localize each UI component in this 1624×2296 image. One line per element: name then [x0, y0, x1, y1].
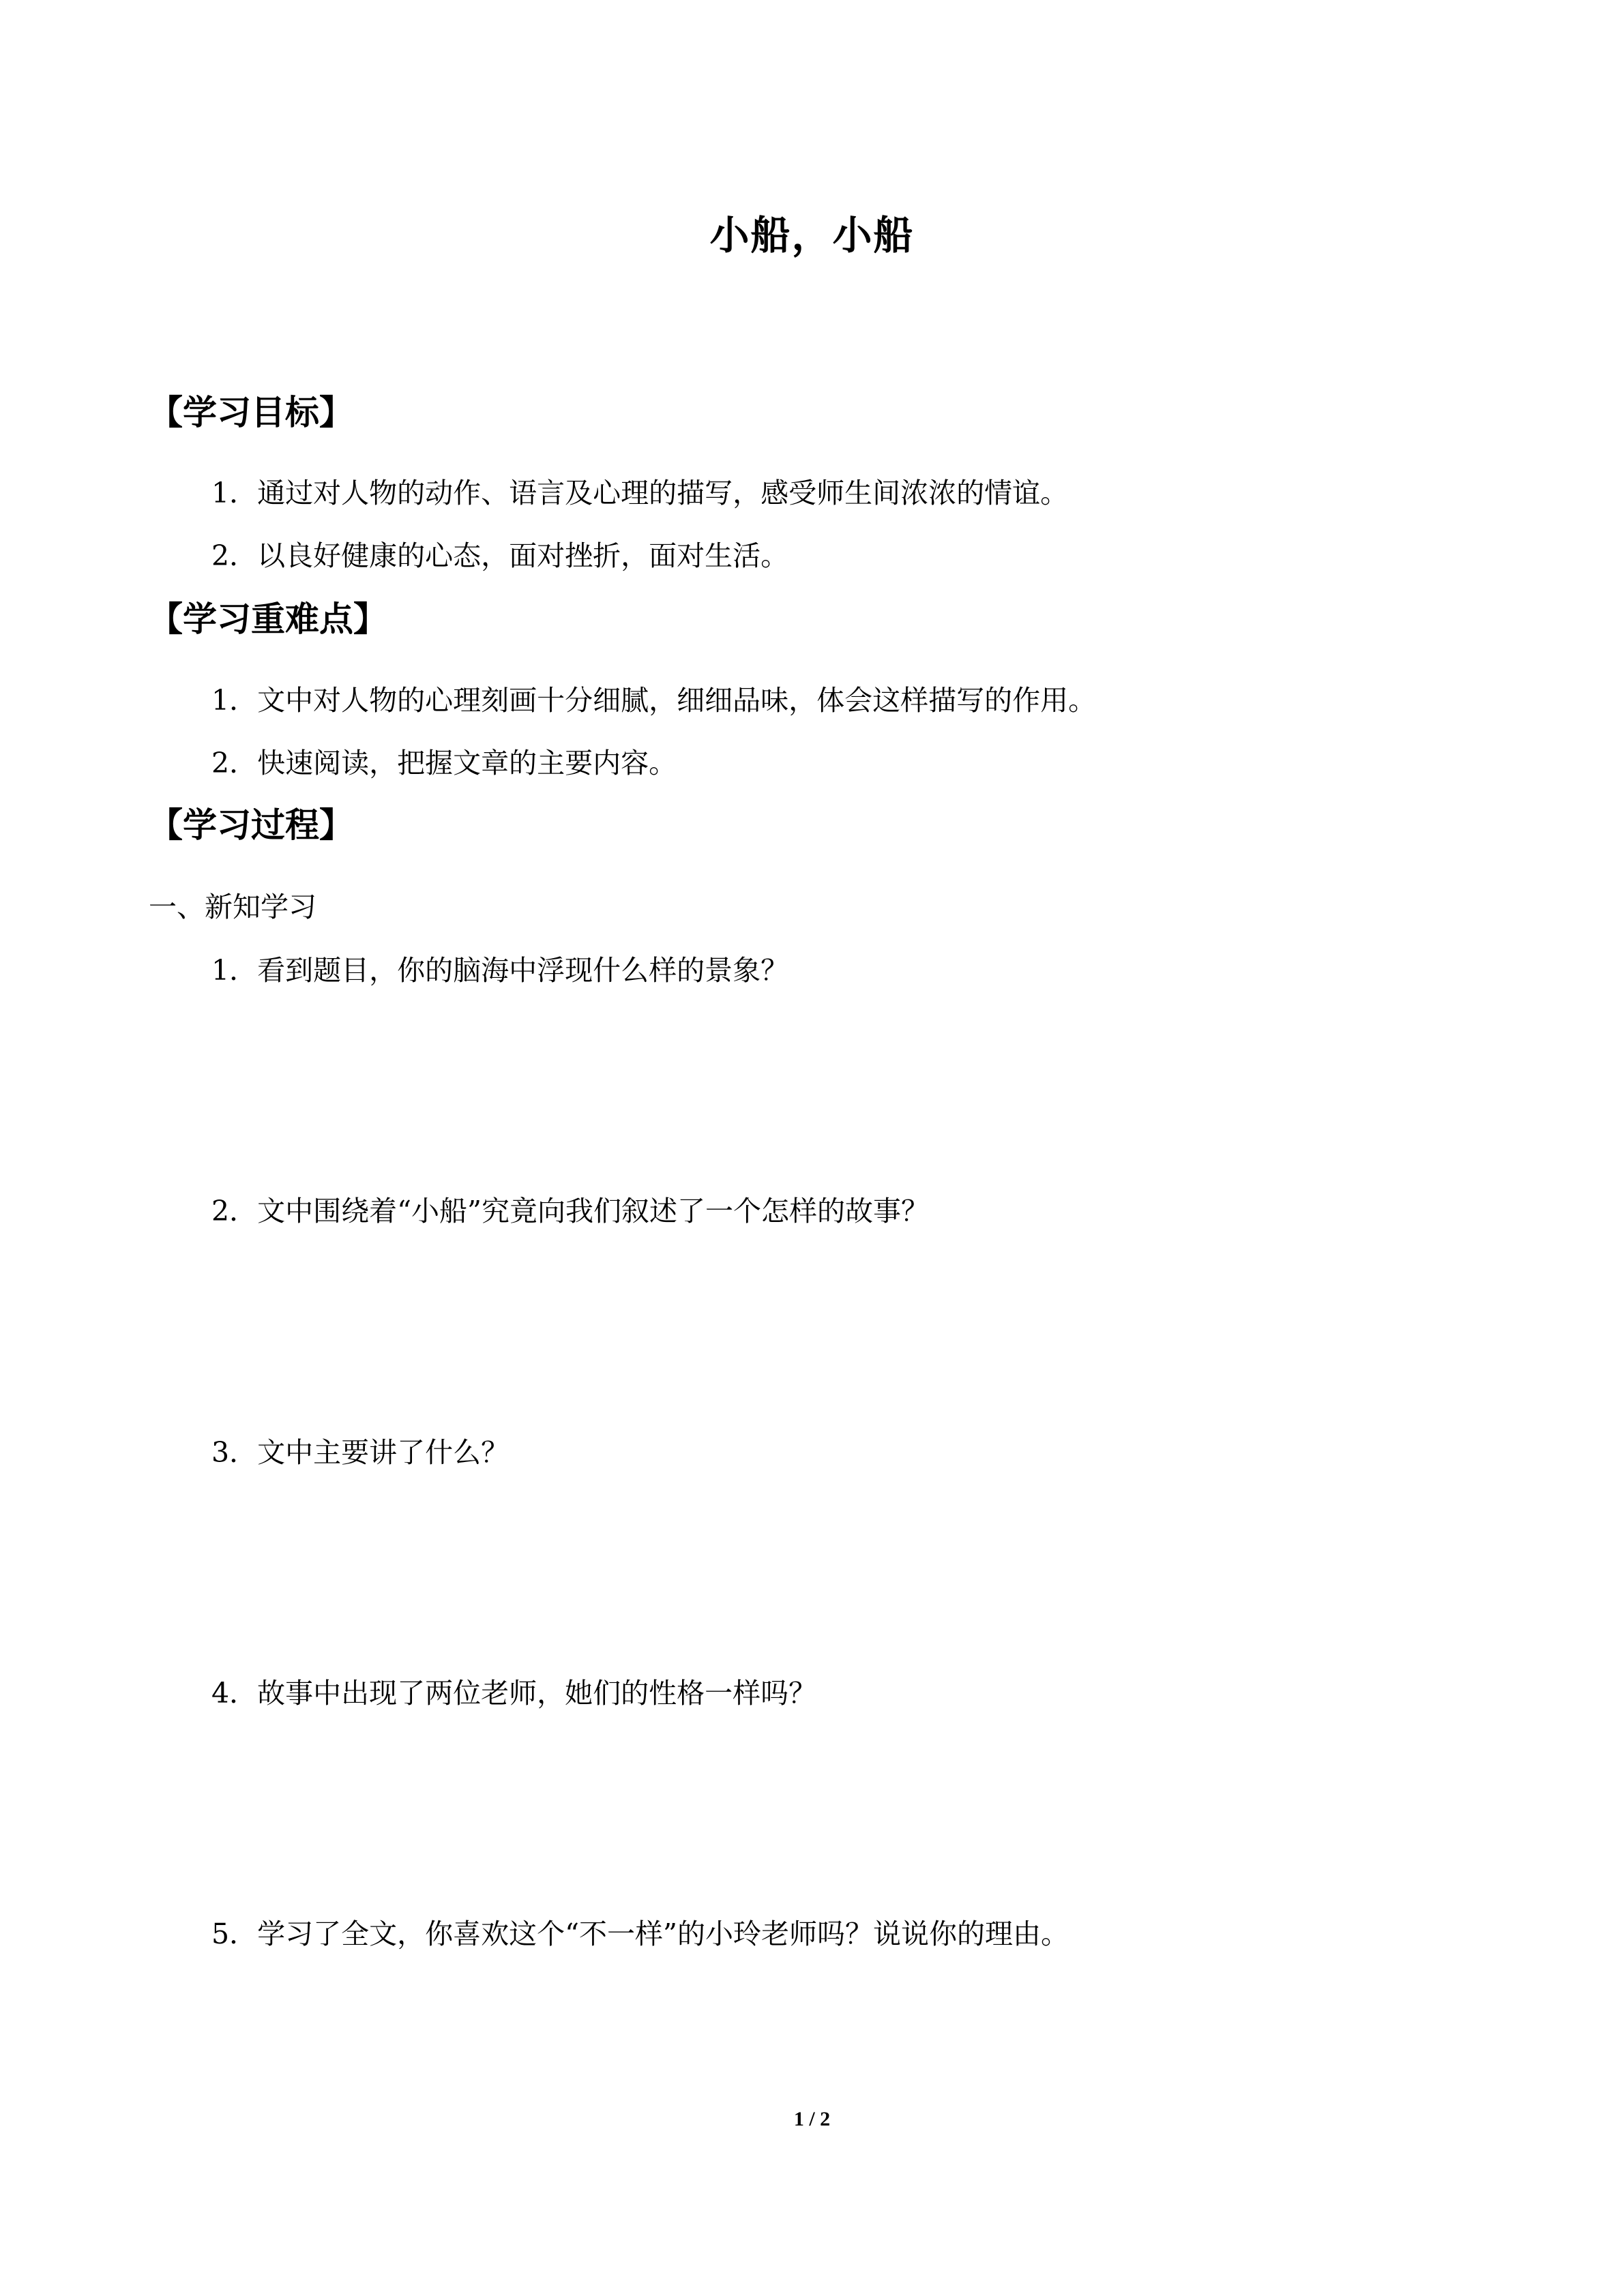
page-title: 小船，小船 [709, 212, 915, 258]
objective-item-1: 1．通过对人物的动作、语言及心理的描写，感受师生间浓浓的情谊。 [211, 477, 1069, 509]
objective-item-2: 2．以良好健康的心态，面对挫折，面对生活。 [211, 539, 789, 572]
section-heading-key-points: 【学习重难点】 [149, 599, 387, 639]
question-4: 4．故事中出现了两位老师，她们的性格一样吗？ [211, 1677, 817, 1710]
answer-space-3 [211, 1478, 1439, 1656]
section-heading-process: 【学习过程】 [149, 805, 353, 845]
key-point-item-1: 1．文中对人物的心理刻画十分细腻，细细品味，体会这样描写的作用。 [211, 684, 1097, 717]
answer-space-1 [211, 996, 1439, 1173]
key-point-item-2: 2．快速阅读，把握文章的主要内容。 [211, 747, 677, 779]
answer-space-4 [211, 1718, 1439, 1896]
page-number: 1 / 2 [793, 2108, 831, 2130]
section-heading-objectives: 【学习目标】 [149, 392, 353, 432]
answer-space-5 [211, 1960, 1439, 2083]
answer-space-2 [211, 1238, 1439, 1415]
part-heading-new-knowledge: 一、新知学习 [149, 891, 316, 923]
question-1: 1．看到题目，你的脑海中浮现什么样的景象？ [211, 954, 789, 987]
question-5: 5．学习了全文，你喜欢这个“不一样”的小玲老师吗？说说你的理由。 [211, 1918, 1069, 1950]
question-2: 2．文中围绕着“小船”究竟向我们叙述了一个怎样的故事？ [211, 1195, 930, 1227]
question-3: 3．文中主要讲了什么？ [211, 1436, 510, 1469]
